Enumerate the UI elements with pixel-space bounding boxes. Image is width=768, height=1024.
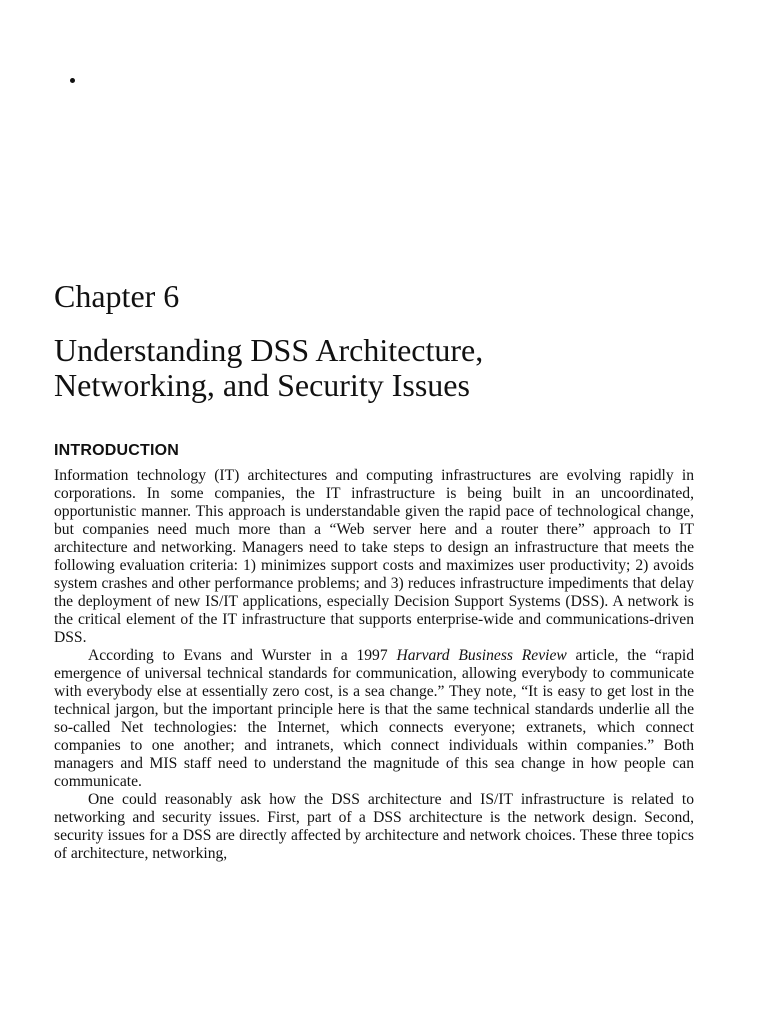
journal-title: Harvard Business Review <box>396 647 567 664</box>
paragraph-3: One could reasonably ask how the DSS architecture and IS/IT infrastructure is related to networking and security issues. First, part of a DSS architecture is the network design. Second, security issues for a DSS are directly affected by architecture and network choices. These three topics of architecture, networking, <box>54 791 694 862</box>
chapter-title-line-1: Understanding DSS Architecture, <box>54 332 484 368</box>
section-heading: INTRODUCTION <box>54 442 180 459</box>
body-text <box>54 467 694 863</box>
chapter-label: Chapter 6 <box>54 278 180 314</box>
paragraph-2 <box>54 647 694 791</box>
chapter-title-line-2: Networking, and Security Issues <box>54 367 470 403</box>
page-dot-mark <box>70 78 75 83</box>
paragraph-2-text-before: According to Evans and Wurster in a 1997 <box>88 647 397 664</box>
paragraph-1: Information technology (IT) architectures and computing infrastructures are evolving rapidly in corporations. In some companies, the IT infrastructure is being built in an uncoordinated, opportunistic manner. This approach is understandable given the rapid pace of technological change, but companies need much more than a “Web server here and a router there” approach to IT architecture and networking. Managers need to take steps to design an infrastructure that meets the following evaluation criteria: 1) minimizes support costs and maximizes user productivity; 2) avoids system crashes and other performance problems; and 3) reduces infrastructure impediments that delay the deployment of new IS/IT applications, especially Decision Support Systems (DSS). A network is the critical element of the IT infrastructure that supports enterprise-wide and communications-driven DSS. <box>54 467 694 646</box>
chapter-title <box>54 333 714 403</box>
paragraph-2-text-after: article, the “rapid emergence of universal technical standards for communication, allowing everybody to communicate with everybody else at essentially zero cost, is a sea change.” They note, “It is easy to get lost in the technical jargon, but the important principle here is that the same technical standards underlie all the so-called Net technologies: the Internet, which connects everyone; extranets, which connect companies to one another; and intranets, which connect individuals within companies.” Both managers and MIS staff need to understand the magnitude of this sea change in how people can communicate. <box>54 647 695 790</box>
